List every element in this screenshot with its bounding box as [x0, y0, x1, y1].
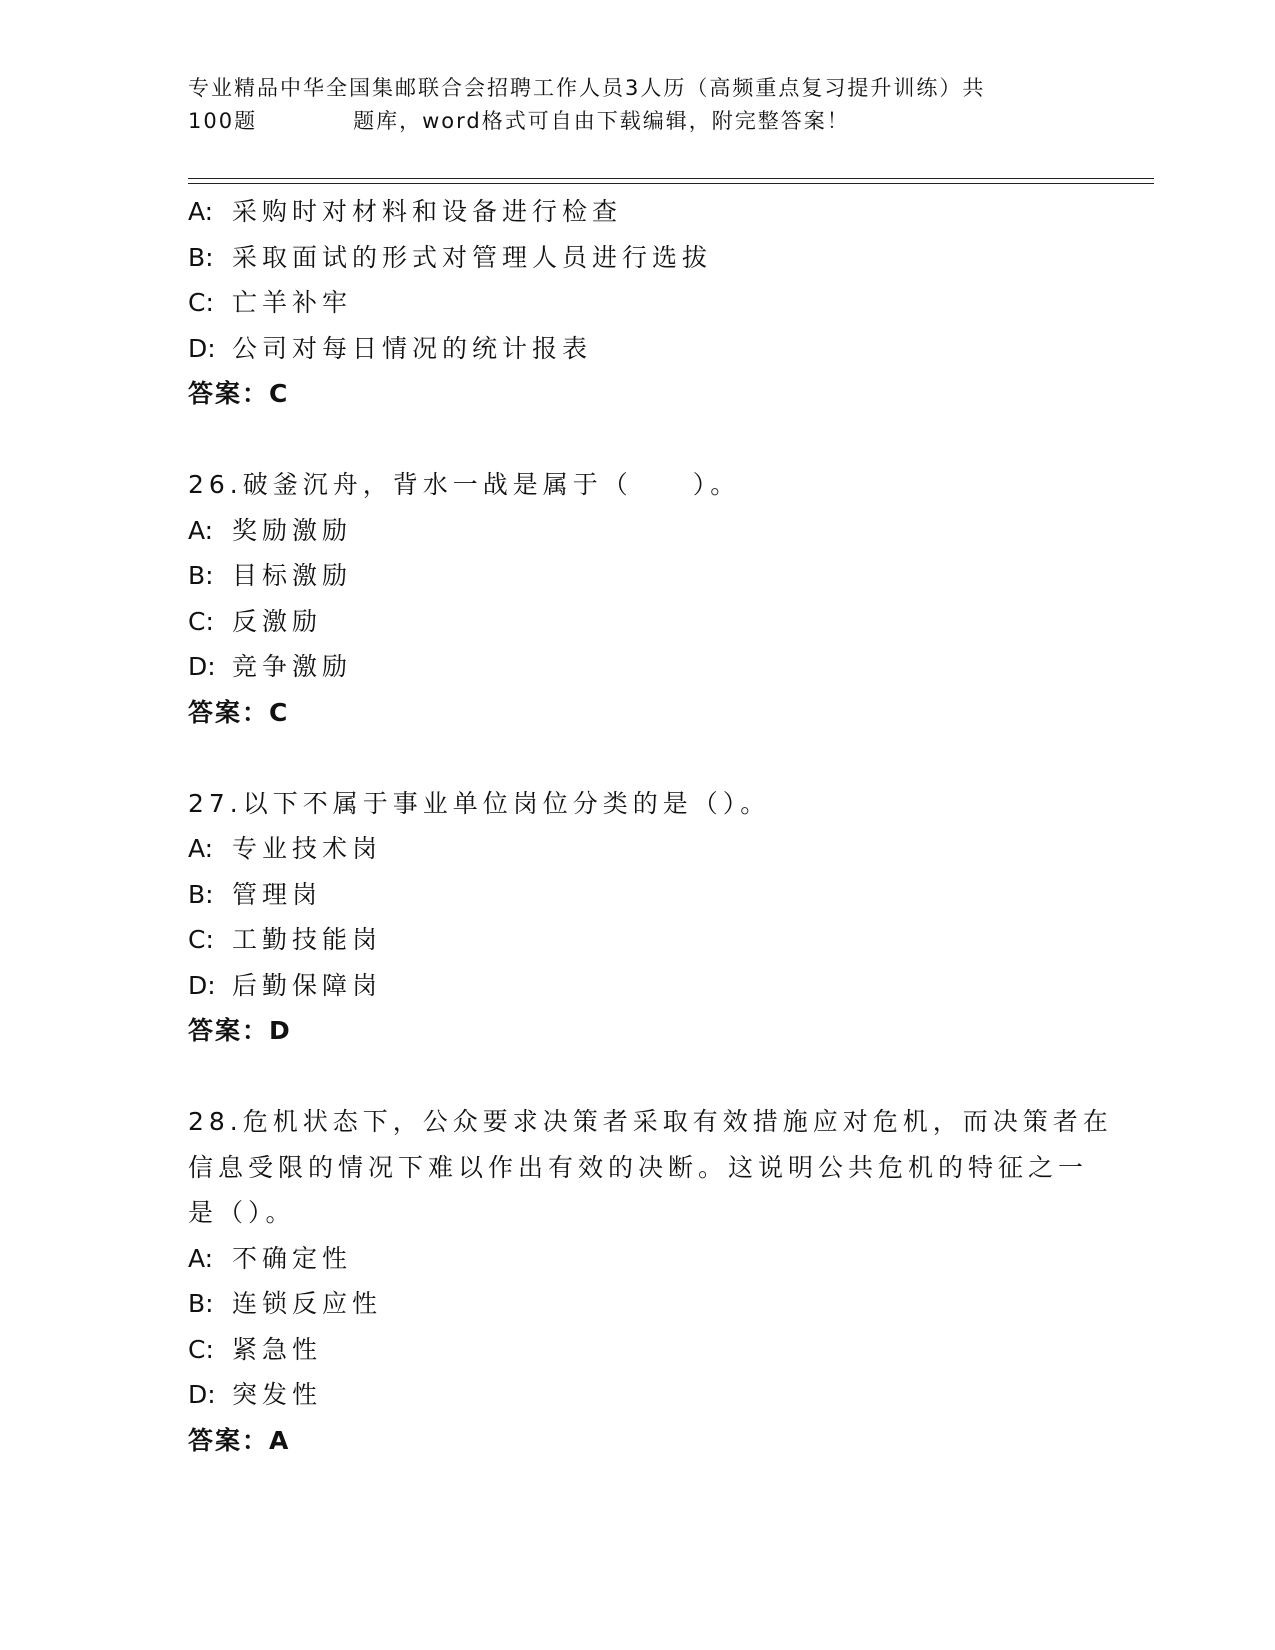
option-c: C: 亡羊补牢 — [188, 288, 353, 317]
header-divider-bottom — [188, 183, 1154, 184]
option-c: C: 紧急性 — [188, 1334, 323, 1364]
option-a: A: 专业技术岗 — [188, 834, 383, 863]
question-stem-line-2: 信息受限的情况下难以作出有效的决断。这说明公共危机的特征之一 — [188, 1152, 1089, 1182]
question-stem: 26.破釜沉舟，背水一战是属于（ ）。 — [188, 470, 741, 499]
question-list — [188, 189, 1113, 1463]
option-c: C: 反激励 — [188, 606, 323, 636]
document-header — [188, 72, 1088, 138]
option-b: B: 连锁反应性 — [188, 1289, 383, 1318]
option-a: A: 奖励激励 — [188, 515, 353, 545]
option-a: A: 采购时对材料和设备进行检查 — [188, 197, 623, 226]
option-b: B: 目标激励 — [188, 561, 353, 590]
answer: 答案：A — [188, 1425, 291, 1455]
question-stem-line-3: 是（）。 — [188, 1198, 296, 1227]
answer: 答案：C — [188, 379, 290, 408]
header-title-line-2 — [188, 105, 1088, 138]
question-26 — [188, 462, 1088, 735]
answer: 答案：C — [188, 697, 290, 727]
option-d: D: 后勤保障岗 — [188, 970, 383, 1000]
answer: 答案：D — [188, 1016, 292, 1045]
option-d: D: 突发性 — [188, 1380, 323, 1409]
option-b: B: 管理岗 — [188, 879, 323, 909]
question-27 — [188, 781, 1088, 1054]
question-stem: 27.以下不属于事业单位岗位分类的是（）。 — [188, 788, 771, 818]
option-b: B: 采取面试的形式对管理人员进行选拔 — [188, 242, 713, 272]
question-25 — [188, 189, 1088, 417]
option-a: A: 不确定性 — [188, 1243, 353, 1273]
question-stem-line-1: 28.危机状态下，公众要求决策者采取有效措施应对危机，而决策者在 — [188, 1107, 1113, 1136]
header-divider-top — [188, 178, 1154, 179]
option-d: D: 公司对每日情况的统计报表 — [188, 333, 593, 363]
option-d: D: 竞争激励 — [188, 652, 353, 681]
header-count: 100题 — [188, 109, 258, 133]
option-c: C: 工勤技能岗 — [188, 925, 383, 954]
question-28 — [188, 1099, 1113, 1463]
header-description: 题库，word格式可自由下载编辑，附完整答案！ — [353, 109, 850, 133]
header-title-line-1: 专业精品中华全国集邮联合会招聘工作人员3人历（高频重点复习提升训练）共 — [188, 76, 986, 100]
